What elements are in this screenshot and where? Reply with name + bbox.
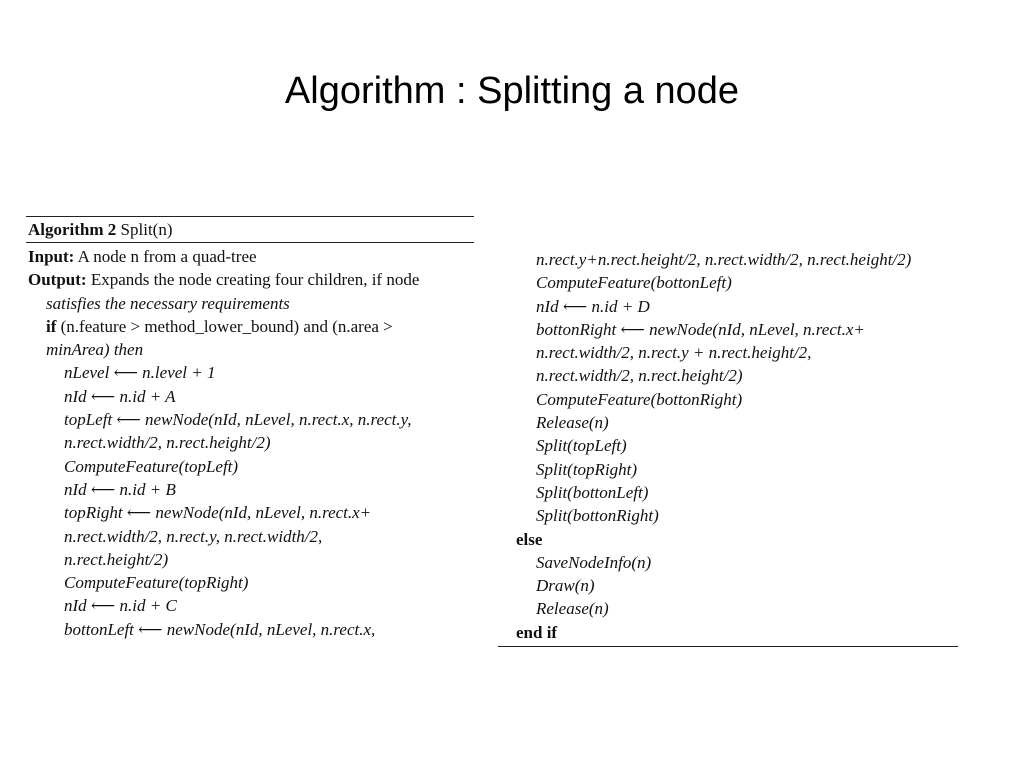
algorithm-line (516, 434, 1016, 457)
algorithm-bottom-rule (498, 646, 958, 647)
algorithm-line (516, 504, 1016, 527)
algorithm-line (28, 501, 490, 524)
algorithm-label: Algorithm 2 (28, 220, 117, 239)
algorithm-line-text: ComputeFeature(bottonRight) (536, 389, 743, 409)
algorithm-line (28, 408, 490, 431)
algorithm-line-text: Split(bottonLeft) (536, 482, 649, 502)
algorithm-line (28, 385, 490, 408)
algorithm-keyword: Input: (28, 247, 75, 266)
algorithm-line (28, 431, 490, 454)
algorithm-line (28, 455, 490, 478)
algorithm-line (28, 245, 490, 268)
algorithm-line-text: A node n from a quad-tree (74, 247, 257, 266)
algorithm-line (28, 548, 490, 571)
algorithm-line (28, 268, 490, 291)
algorithm-line (516, 271, 1016, 294)
algorithm-line (28, 292, 490, 315)
algorithm-name: Split(n) (120, 220, 173, 239)
algorithm-line (28, 594, 490, 617)
algorithm-line (28, 361, 490, 384)
algorithm-line-text: n.rect.width/2, n.rect.height/2) (536, 366, 743, 386)
algorithm-line-text: n.rect.height/2) (64, 549, 169, 569)
algorithm-line (28, 618, 490, 641)
algorithm-line (516, 388, 1016, 411)
algorithm-line-text: nId ⟵ n.id + A (64, 386, 176, 406)
algorithm-line-text: nId ⟵ n.id + B (64, 479, 176, 499)
algorithm-line-text: Split(bottonRight) (536, 506, 659, 526)
algorithm-line (516, 318, 1016, 341)
algorithm-keyword: else (516, 529, 543, 549)
algorithm-line-text: n.rect.width/2, n.rect.y + n.rect.height/2, (536, 343, 812, 363)
algorithm-line-text: topRight ⟵ newNode(nId, nLevel, n.rect.x+ (64, 503, 372, 523)
algorithm-line (516, 411, 1016, 434)
algorithm-line (516, 528, 1016, 551)
algorithm-line (28, 338, 490, 361)
algorithm-line-text: nId ⟵ n.id + D (536, 296, 650, 316)
algorithm-line-text: n.rect.y+n.rect.height/2, n.rect.width/2, n.rect.height/2) (536, 250, 912, 269)
algorithm-line (28, 315, 490, 338)
algorithm-line (28, 571, 490, 594)
algorithm-line-text: (n.feature > method_lower_bound) and (n.area > (56, 316, 393, 336)
algorithm-line (516, 597, 1016, 620)
algorithm-line-text: minArea) then (46, 340, 144, 360)
algorithm-line-text: topLeft ⟵ newNode(nId, nLevel, n.rect.x, n.rect.y, (64, 410, 412, 430)
algorithm-line (516, 295, 1016, 318)
algorithm-line-text: Split(topRight) (536, 459, 638, 479)
algorithm-line (28, 525, 490, 548)
algorithm-line-text: n.rect.width/2, n.rect.height/2) (64, 433, 271, 453)
algorithm-line-text: Split(topLeft) (536, 436, 627, 456)
algorithm-line-text: bottonLeft ⟵ newNode(nId, nLevel, n.rect.x, (64, 619, 376, 639)
algorithm-line-text: Expands the node creating four children, if node (86, 270, 420, 290)
algorithm-left-column (28, 245, 490, 641)
algorithm-line (516, 458, 1016, 481)
slide-title: Algorithm : Splitting a node (284, 70, 740, 112)
algorithm-right-column (516, 248, 1016, 644)
algorithm-line-text: Release(n) (536, 413, 609, 433)
algorithm-line (516, 621, 1016, 644)
algorithm-line (516, 341, 1016, 364)
algorithm-line-text: n.rect.width/2, n.rect.y, n.rect.width/2, (64, 526, 323, 546)
algorithm-line-text: SaveNodeInfo(n) (536, 552, 652, 572)
algorithm-line-text: nId ⟵ n.id + C (64, 596, 177, 616)
algorithm-line-text: bottonRight ⟵ newNode(nId, nLevel, n.rect.x+ (536, 319, 865, 339)
algorithm-line (516, 248, 1016, 271)
algorithm-line-text: ComputeFeature(topLeft) (64, 456, 239, 476)
algorithm-line-text: Release(n) (536, 599, 609, 619)
algorithm-line-text: ComputeFeature(bottonLeft) (536, 273, 732, 293)
algorithm-line (28, 478, 490, 501)
algorithm-keyword: if (46, 316, 57, 336)
algorithm-line-text: satisfies the necessary requirements (46, 293, 290, 313)
algorithm-line-text: Draw(n) (536, 576, 595, 596)
algorithm-line-text: nLevel ⟵ n.level + 1 (64, 363, 216, 383)
algorithm-line (516, 551, 1016, 574)
algorithm-line-text: ComputeFeature(topRight) (64, 573, 249, 593)
algorithm-header (26, 216, 474, 243)
algorithm-keyword: Output: (28, 270, 87, 290)
algorithm-line (516, 364, 1016, 387)
algorithm-keyword: end if (516, 622, 558, 642)
algorithm-line (516, 574, 1016, 597)
algorithm-line (516, 481, 1016, 504)
